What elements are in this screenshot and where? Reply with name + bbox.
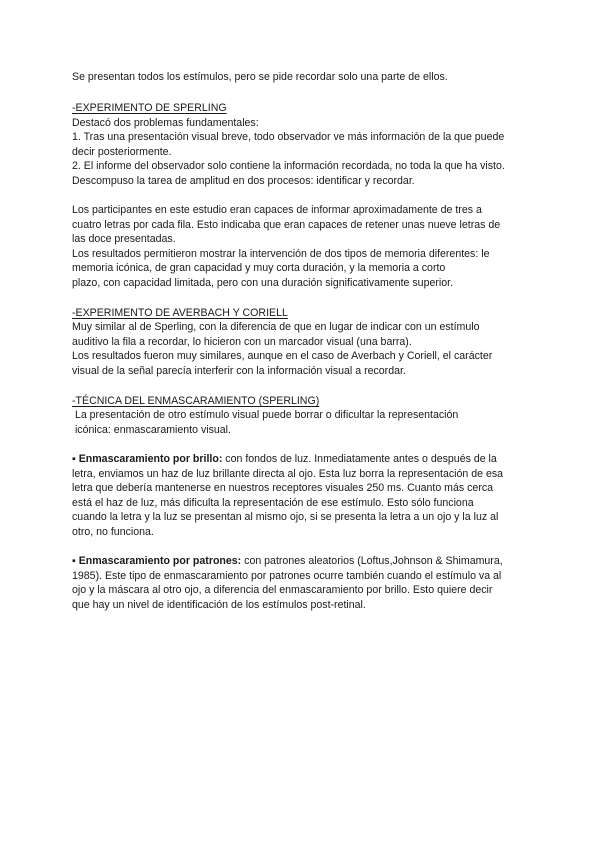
masking-line: icónica: enmascaramiento visual. (72, 424, 231, 436)
results-line: Los participantes en este estudio eran capaces de informar aproximadamente de tres a (72, 204, 482, 216)
sperling-line: 1. Tras una presentación visual breve, todo observador ve más información de la que puede (72, 131, 505, 143)
results-line: cuatro letras por cada fila. Esto indicaba que eran capaces de retener unas nueve letras de (72, 219, 501, 231)
averbach-line: Los resultados fueron muy similares, aunque en el caso de Averbach y Coriell, el carácter (72, 350, 493, 362)
sperling-heading: -EXPERIMENTO DE SPERLING (72, 102, 227, 114)
averbach-line: visual de la señal parecía interferir con la información visual a recordar. (72, 365, 406, 377)
patrones-term: Enmascaramiento por patrones: (78, 555, 242, 567)
bullet-icon: ▪ (72, 555, 76, 567)
brillo-first-line (72, 453, 497, 466)
sperling-line: Destacó dos problemas fundamentales: (72, 117, 259, 129)
intro-text: Se presentan todos los estímulos, pero se pide recordar solo una parte de ellos. (72, 71, 448, 83)
results-line: memoria icónica, de gran capacidad y muy corta duración, y la memoria a corto (72, 262, 446, 274)
sperling-line: 2. El informe del observador solo contiene la información recordada, no toda la que ha visto. (72, 160, 505, 172)
patrones-first-line (72, 555, 503, 568)
results-line: las doce presentadas. (72, 233, 176, 245)
brillo-line: letra que debería mantenerse en nuestros receptores visuales 250 ms. Cuanto más cerca (72, 482, 494, 494)
brillo-line: otro, no funciona. (72, 526, 154, 538)
brillo-line: letra, enviamos un haz de luz brillante directa al ojo. Esta luz borra la representación de esa (72, 468, 504, 480)
brillo-first: con fondos de luz. Inmediatamente antes o después de la (222, 453, 497, 465)
masking-line: La presentación de otro estímulo visual puede borrar o dificultar la representación (72, 409, 459, 421)
sperling-line: decir posteriormente. (72, 146, 172, 158)
brillo-term: Enmascaramiento por brillo: (78, 453, 223, 465)
masking-heading: -TÉCNICA DEL ENMASCARAMIENTO (SPERLING) (72, 395, 320, 407)
averbach-line: auditivo la fila a recordar, lo hicieron con un marcador visual (una barra). (72, 336, 412, 348)
brillo-line: está el haz de luz, más dificulta la representación de ese estímulo. Esto sólo funciona (72, 497, 474, 509)
sperling-line: Descompuso la tarea de amplitud en dos procesos: identificar y recordar. (72, 175, 415, 187)
results-line: Los resultados permitieron mostrar la intervención de dos tipos de memoria diferentes: le (72, 248, 490, 260)
brillo-line: cuando la letra y la luz se presentan al mismo ojo, si se presenta la letra a un ojo y la luz al (72, 511, 499, 523)
patrones-line: 1985). Este tipo de enmascaramiento por patrones ocurre también cuando el estímulo va al (72, 570, 502, 582)
averbach-line: Muy similar al de Sperling, con la diferencia de que en lugar de indicar con un estímulo (72, 321, 480, 333)
patrones-line: ojo y la máscara al otro ojo, a diferencia del enmascaramiento por brillo. Esto quiere decir (72, 584, 493, 596)
averbach-heading: -EXPERIMENTO DE AVERBACH Y CORIELL (72, 307, 288, 319)
patrones-line: que hay un nivel de identificación de los estímulos post-retinal. (72, 599, 366, 611)
results-line: plazo, con capacidad limitada, pero con una duración significativamente superior. (72, 277, 454, 289)
bullet-icon: ▪ (72, 453, 76, 465)
patrones-first: con patrones aleatorios (Loftus,Johnson & Shimamura, (241, 555, 503, 567)
